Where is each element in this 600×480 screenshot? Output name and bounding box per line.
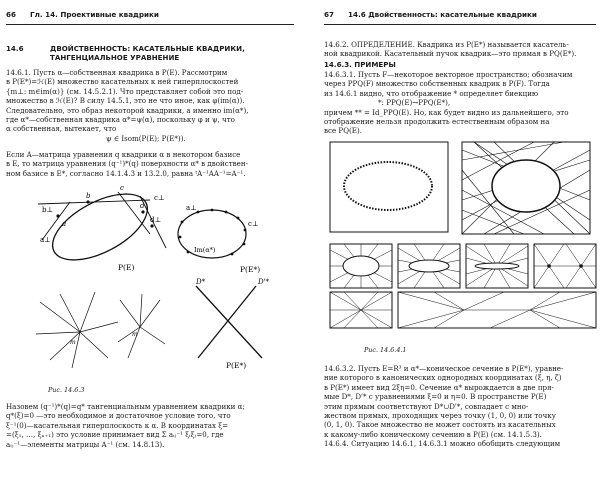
definition-14-6-2 [324, 40, 576, 59]
text-line: 14.6.1. Пусть α—собственная квадрика в P(E). Рассмотрим [6, 68, 228, 77]
text-line: α собственная, вытекает, что [6, 124, 117, 134]
left-page-header [6, 10, 294, 25]
section-number: 14.6 [6, 44, 24, 53]
text-line: этим прямым соответствуют D*∪D'*, совпадает с мно- [324, 401, 529, 411]
text-line: ной квадрикой. Касательный пучок квадрик—это прямая в PQ(E*). [324, 49, 577, 59]
label-m: m [70, 339, 76, 346]
label-b-perp: b⊥ [42, 206, 54, 214]
tangent-point [86, 200, 89, 203]
label-D-prime-star: D'* [258, 278, 270, 286]
text-line: к какому-либо коническому сечению в P(E) (см. 14.1.5.3). [324, 429, 542, 439]
figure-14-6-3 [0, 182, 300, 382]
tangent-line [38, 200, 150, 204]
left-page-number: 66 [6, 10, 17, 19]
panel-small-2 [398, 244, 460, 288]
examples-heading: 14.6.3. ПРИМЕРЫ [324, 60, 396, 69]
paragraph-tangential [6, 402, 245, 449]
tangent-point [56, 214, 59, 217]
text-line: через PPQ(F) множество собственных квадрик в P(F). Тогда [324, 79, 550, 89]
text-line: 14.6.4. Ситуацию 14.6.1, 14.6.3.1 можно обобщить следующим [324, 439, 561, 449]
right-page-number: 67 [324, 10, 335, 19]
text-line: в E, то матрица уравнения (q⁻¹)*(q) поверхности α* в двойствен- [6, 159, 248, 169]
label-b: b [86, 192, 91, 200]
label-a-perp: a⊥ [40, 236, 51, 244]
label-D-star: D* [196, 278, 206, 286]
text-line: жеством прямых, проходящих через точку (1, 0, 0) или точку [324, 411, 556, 421]
text-line: все PQ(E). [324, 126, 362, 136]
tangent-point [150, 224, 153, 227]
figure-caption-left: Рис. 14.6.3 [48, 386, 85, 394]
paragraph-14-6-3-2 [324, 364, 563, 449]
label-c-perp: c⊥ [154, 194, 165, 202]
text-line: ном базисе в E*, согласно 14.1.4.3 и 13.2.0, равна ᵗA⁻¹AA⁻¹=A⁻¹. [6, 168, 246, 178]
figure-caption-right: Рис. 14.6.4.1 [364, 346, 407, 354]
text-line: в P(E*) имеет вид 2ξη=0. Сечение α* вырождается в две пря- [324, 382, 554, 392]
text-line: 14.6.3.2. Пусть E=R³ и α*—коническое сечение в P(E*), уравне- [324, 364, 564, 373]
formula-line: *: PPQ(E)→PPQ(E*), [378, 98, 451, 108]
panel-small-3 [466, 244, 528, 288]
label-a: a [62, 220, 67, 228]
text-line: (0, 1, 0). Такое множество не может состоять из касательных [324, 420, 556, 430]
text-line: причем ** = Id_PPQ(E). Но, как будет видно из дальнейшего, это [324, 107, 569, 117]
tangent-line [118, 192, 150, 234]
section-title-line: ТАНГЕНЦИАЛЬНОЕ УРАВНЕНИЕ [50, 53, 180, 63]
text-line: =(ξ₁, …, ξₙ₊₁) это условие принимает вид Σ aᵢⱼ⁻¹ ξᵢξⱼ=0, где [6, 430, 224, 440]
label-P-E-star-bottom: P(E*) [226, 361, 247, 370]
label-P-E: P(E) [118, 263, 135, 272]
right-page-header [324, 10, 596, 25]
panel-small-1 [330, 244, 392, 288]
text-line: 14.6.3.1. Пусть F—некоторое векторное пространство; обозначим [324, 70, 573, 79]
figure-14-6-4-1 [324, 140, 600, 330]
panel-small-6 [398, 292, 596, 328]
conic-ellipse [42, 181, 157, 274]
label-c-dual: c⊥ [248, 220, 259, 228]
panel-small-4 [534, 244, 596, 288]
right-section-title: 14.6 Двойственность: касательные квадрики [348, 10, 537, 19]
right-page [300, 0, 600, 480]
paragraph-14-6-1 [6, 68, 248, 143]
pencil-1 [36, 292, 118, 368]
label-c: c [120, 184, 124, 192]
label-m: m [132, 331, 138, 338]
paragraph-matrix [6, 150, 248, 178]
text-line: из 14.6.1 видно, что отображение * определяет биекцию [324, 88, 539, 98]
envelope-conic [492, 160, 560, 212]
pencil-2 [118, 294, 165, 358]
text-line: ние которого в канонических однородных координатах (ξ, η, ζ) [324, 373, 562, 383]
text-line: отображение нельзя продолжить естественным образом на [324, 117, 550, 127]
text-line: множество в ℋ(E)? В силу 14.5.1, это не что иное, как φ(im(α)). [6, 96, 245, 106]
text-line: aᵢⱼ⁻¹—элементы матрицы A⁻¹ (см. 14.8.13). [6, 439, 165, 449]
text-line: q*(ξ)=0 —это необходимое и достаточное условие того, что [6, 411, 231, 421]
text-line: ξ⁻¹(0)—касательная гиперплоскость к α. В координатах ξ= [6, 420, 229, 430]
text-line: 14.6.2. ОПРЕДЕЛЕНИЕ. Квадрика из P(E*) называется касатель- [324, 40, 569, 49]
text-line: где α*—собственная квадрика α*=ψ(α), поскольку φ и ψ, что [6, 115, 235, 125]
text-line: в P(E*)=ℋ(E) множество касательных к ней гиперплоскостей [6, 77, 239, 87]
panel-frame [330, 142, 448, 232]
text-line: Если A—матрица уравнения q квадрики α в некотором базисе [6, 150, 241, 159]
label-d: d [140, 202, 145, 210]
label-a-dual: a⊥ [186, 204, 197, 212]
label-P-E-star: P(E*) [240, 265, 261, 274]
panel-small-5 [330, 292, 392, 328]
tangent-point [141, 210, 144, 213]
formula-line: ψ ∈ Isom(P(E); P(E*)). [106, 133, 186, 143]
left-chapter-title: Гл. 14. Проективные квадрики [30, 10, 159, 19]
section-title-line: ДВОЙСТВЕННОСТЬ: КАСАТЕЛЬНЫЕ КВАДРИКИ, [50, 44, 245, 53]
dotted-conic [344, 162, 432, 210]
text-line: мые D*, D'* с уравнениями ξ=0 и η=0. В пространстве P(E) [324, 392, 547, 402]
text-line: Назовем (q⁻¹)*(q)=q* тангенциальным уравнением квадрики α; [6, 402, 245, 411]
text-line: Следовательно, это образ некоторой квадрики, а именно im(α*), [6, 105, 249, 115]
paragraph-14-6-3-1 [324, 70, 572, 136]
label-d-perp: d⊥ [150, 216, 162, 224]
text-line: {m⊥: m∈im(α)} (см. 14.5.2.1). Что представляет собой это под- [6, 86, 244, 96]
section-title [50, 44, 245, 63]
label-im-alpha-star: Im(α*) [194, 246, 216, 254]
